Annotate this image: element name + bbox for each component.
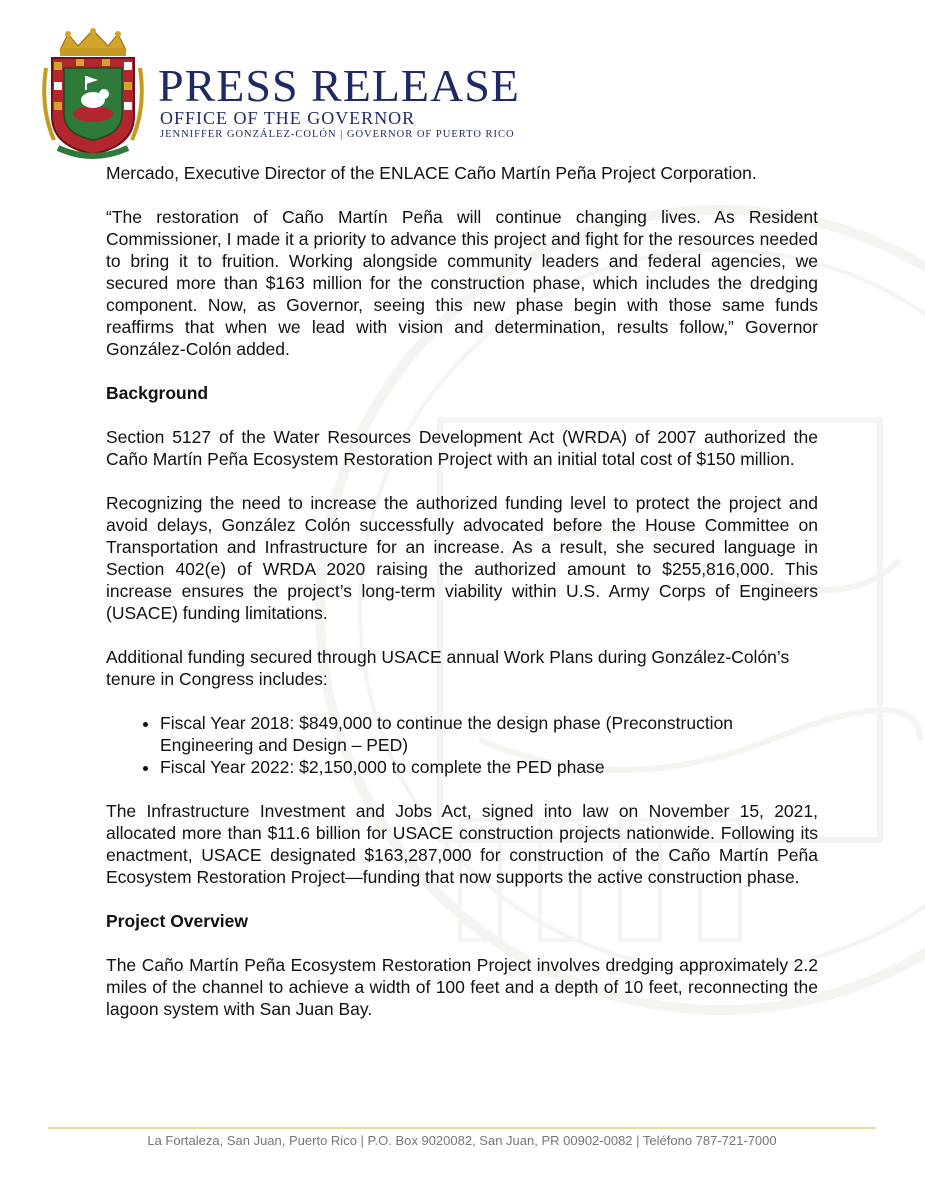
footer-address: La Fortaleza, San Juan, Puerto Rico | P.O. Box 9020082, San Juan, PR 00902-0082 | Teléfono 787-721-7000 (147, 1133, 777, 1148)
governor-quote: “The restoration of Caño Martín Peña will continue changing lives. As Resident Commissioner, I made it a priority to advance this project and fight for the resources needed to bring it to fruition. Working alongside community leaders and federal agencies, we secured more than $163 million for the construction phase, which includes the dredging component. Now, as Governor, seeing this new phase begin with those same funds reaffirms that when we lead with vision and determination, results follow,” Governor González-Colón added. (106, 207, 818, 359)
list-item: • Fiscal Year 2018: $849,000 to continue the design phase (Preconstruction Engineering and Design – PED) (160, 712, 818, 756)
coat-of-arms-icon (38, 28, 148, 162)
paragraph: Section 5127 of the Water Resources Development Act (WRDA) of 2007 authorized the Caño Martín Peña Ecosystem Restoration Project with an initial total cost of $150 million. (106, 427, 818, 469)
page-title: PRESS RELEASE (158, 60, 520, 111)
governor-line: JENNIFFER GONZÁLEZ-COLÓN | GOVERNOR OF PUERTO RICO (160, 129, 515, 140)
paragraph: The Infrastructure Investment and Jobs Act, signed into law on November 15, 2021, allocated more than $11.6 billion for USACE construction projects nationwide. Following its enactment, USACE designated $163,287,000 for construction of the Caño Martín Peña Ecosystem Restoration Project—funding that now supports the active construction phase. (106, 801, 818, 887)
paragraph: Additional funding secured through USACE annual Work Plans during González-Colón’s tenure in Congress includes: (106, 647, 790, 689)
letterhead (12, 12, 582, 160)
press-release-body (106, 162, 818, 1042)
funding-list (106, 712, 818, 778)
footer-divider (48, 1127, 876, 1129)
list-item: • Fiscal Year 2022: $2,150,000 to complete the PED phase (160, 756, 818, 778)
section-heading-background: Background (106, 383, 209, 403)
paragraph: The Caño Martín Peña Ecosystem Restoration Project involves dredging approximately 2.2 miles of the channel to achieve a width of 100 feet and a depth of 10 feet, reconnecting the lagoon system with San Juan Bay. (106, 955, 818, 1019)
section-heading-overview: Project Overview (106, 911, 249, 931)
office-name: OFFICE OF THE GOVERNOR (160, 108, 416, 128)
paragraph: Recognizing the need to increase the authorized funding level to protect the project and avoid delays, González Colón successfully advocated before the House Committee on Transportation and Infrastructure for an increase. As a result, she secured language in Section 402(e) of WRDA 2020 raising the authorized amount to $255,816,000. This increase ensures the project’s long-term viability within U.S. Army Corps of Engineers (USACE) funding limitations. (106, 493, 818, 623)
paragraph: Mercado, Executive Director of the ENLACE Caño Martín Peña Project Corporation. (106, 163, 757, 183)
